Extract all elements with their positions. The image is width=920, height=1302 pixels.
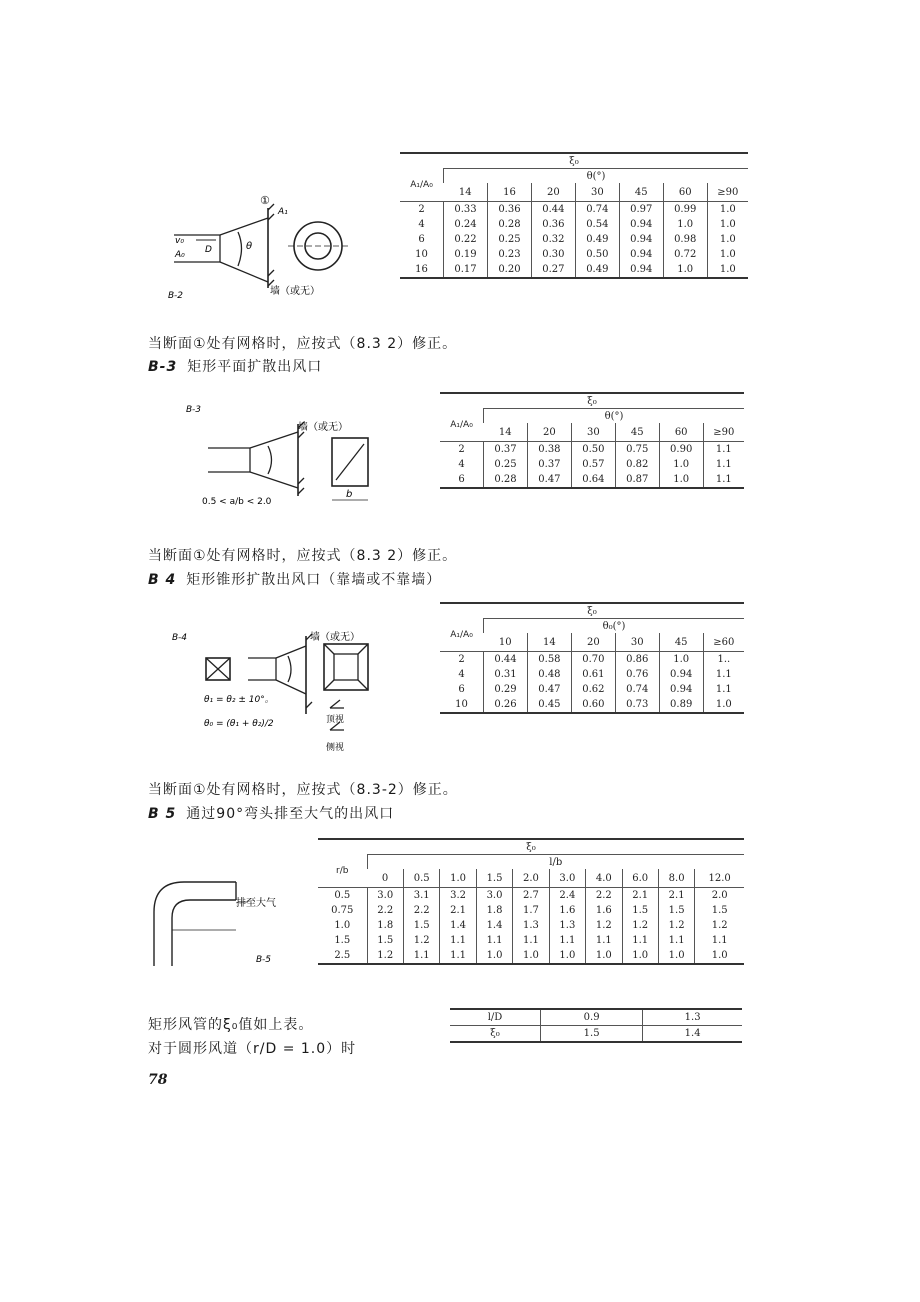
table-cell: 0.5 xyxy=(334,890,351,901)
table-cell: 0.44 xyxy=(484,652,528,668)
table-cell: 0.37 xyxy=(484,442,528,458)
table-row xyxy=(318,948,744,964)
table-col-header: 45 xyxy=(615,423,659,442)
table-cell: 2.2 xyxy=(403,903,439,918)
table-cell: 0.22 xyxy=(444,232,488,247)
table-col-header: 14 xyxy=(527,633,571,652)
b5-lb-group: l/b xyxy=(549,856,563,868)
b4-fig-label: B-4 xyxy=(172,633,187,643)
table-cell: 2.7 xyxy=(513,888,549,904)
table-cell: 1.6 xyxy=(549,903,585,918)
table-col-header: 3.0 xyxy=(549,869,585,888)
b2-a0-label: A₀ xyxy=(175,250,185,260)
table-cell: 1.0 xyxy=(586,948,622,964)
table-cell: 0.62 xyxy=(571,682,615,697)
table-cell xyxy=(318,855,367,888)
b4-zeta: ξ₀ xyxy=(587,605,597,617)
table-cell: 0.54 xyxy=(575,217,619,232)
table-cell: 1.0 xyxy=(658,948,694,964)
table-col-header: 20 xyxy=(527,423,571,442)
table-cell: 6 xyxy=(418,234,425,245)
table-cell: 1.1 xyxy=(703,442,744,458)
table-cell: 0.24 xyxy=(444,217,488,232)
table-cell: 2.1 xyxy=(622,888,658,904)
table-cell: 0.17 xyxy=(444,262,488,278)
b4-heading-text: 矩形锥形扩散出风口（靠墙或不靠墙） xyxy=(186,572,442,588)
b5-round-note: 对于圆形风道（r/D = 1.0）时 xyxy=(148,1041,357,1057)
table-cell: 0.50 xyxy=(575,247,619,262)
b5-heading xyxy=(148,803,394,823)
table-cell: 0.73 xyxy=(615,697,659,713)
b4-side-view: 侧视 xyxy=(326,743,345,753)
table-cell: 1.2 xyxy=(586,918,622,933)
table-cell: 1.5 xyxy=(367,933,403,948)
table-cell: 0.28 xyxy=(487,217,531,232)
table-cell: 0.49 xyxy=(575,262,619,278)
b3-wall-label: 墙（或无） xyxy=(298,422,348,433)
table-cell: 0.28 xyxy=(484,472,528,488)
table-cell: 1.0 xyxy=(663,217,707,232)
table-col-header: 1.5 xyxy=(476,869,512,888)
b4-heading xyxy=(148,569,441,589)
table-cell: 0.30 xyxy=(531,247,575,262)
table-row xyxy=(318,903,744,918)
table-cell: 1.8 xyxy=(476,903,512,918)
table-cell: 0.94 xyxy=(619,217,663,232)
table-cell: 0.89 xyxy=(659,697,703,713)
table-col-header: 60 xyxy=(659,423,703,442)
table-cell: 0.36 xyxy=(531,217,575,232)
table-col-header: 30 xyxy=(571,423,615,442)
b2-wall-label: 墙（或无） xyxy=(270,286,320,297)
table-row xyxy=(318,933,744,948)
table-cell: 0.25 xyxy=(487,232,531,247)
b2-zeta: ξ₀ xyxy=(569,155,579,167)
table-cell: 0.99 xyxy=(663,202,707,218)
table-cell: 2.4 xyxy=(549,888,585,904)
table-cell: 0.87 xyxy=(615,472,659,488)
table-cell: 0.90 xyxy=(659,442,703,458)
table-cell: 0.26 xyxy=(484,697,528,713)
table-col-header: 20 xyxy=(531,183,575,202)
table-cell: 1.5 xyxy=(541,1026,643,1043)
table-cell: 1.0 xyxy=(549,948,585,964)
b5-row-header: r/b xyxy=(336,866,349,877)
table-cell: 0.86 xyxy=(615,652,659,668)
b3-theta-group: θ(°) xyxy=(604,410,624,422)
table-cell: 0.19 xyxy=(444,247,488,262)
table-cell xyxy=(440,393,744,409)
table-row xyxy=(440,667,744,682)
table-cell: 1.0 xyxy=(707,202,748,218)
table-cell: 0.60 xyxy=(571,697,615,713)
table-cell: 1.3 xyxy=(549,918,585,933)
table-cell: 1.0 xyxy=(659,652,703,668)
b4-row-header: A₁/A₀ xyxy=(450,630,473,641)
b4-table xyxy=(440,602,744,714)
table-cell: ξ₀ xyxy=(450,1026,541,1043)
table-cell: 0.37 xyxy=(527,457,571,472)
table-cell: 0.94 xyxy=(659,667,703,682)
table-cell: 0.75 xyxy=(615,442,659,458)
table-cell: 1.0 xyxy=(663,262,707,278)
table-cell: 4 xyxy=(418,219,425,230)
b3-heading-code: B-3 xyxy=(148,359,178,375)
b3-formula: 0.5 < a/b < 2.0 xyxy=(202,497,272,507)
table-cell: 1.0 xyxy=(707,262,748,278)
table-cell: 0.82 xyxy=(615,457,659,472)
table-cell: 2.2 xyxy=(367,903,403,918)
table-cell: 1.0 xyxy=(707,247,748,262)
table-col-header: 8.0 xyxy=(658,869,694,888)
table-cell: 10 xyxy=(440,697,484,713)
table-cell: 1.3 xyxy=(513,918,549,933)
table-cell: l/D xyxy=(450,1009,541,1026)
table-row xyxy=(400,247,748,262)
b4-note: 当断面①处有网格时，应按式（8.3-2）修正。 xyxy=(148,782,458,798)
b5-fig-label: B-5 xyxy=(256,955,271,965)
table-cell: 4 xyxy=(458,459,465,470)
table-col-header: 30 xyxy=(615,633,659,652)
b4-heading-code: B 4 xyxy=(148,572,177,588)
table-col-header: 30 xyxy=(575,183,619,202)
table-cell xyxy=(440,409,484,442)
table-cell: 0.38 xyxy=(527,442,571,458)
table-cell: 1.0 xyxy=(334,920,351,931)
table-cell: 1.2 xyxy=(367,948,403,964)
table-col-header: 16 xyxy=(487,183,531,202)
table-row xyxy=(400,217,748,232)
table-cell: 1.1 xyxy=(703,457,744,472)
b5-small-table xyxy=(450,1008,742,1043)
table-cell: 1.1 xyxy=(476,933,512,948)
table-cell: 1.1 xyxy=(440,933,476,948)
table-cell: 0.23 xyxy=(487,247,531,262)
table-col-header: 14 xyxy=(484,423,528,442)
table-cell: 1.2 xyxy=(658,918,694,933)
table-cell: 0.75 xyxy=(331,905,354,916)
table-cell: 1.1 xyxy=(549,933,585,948)
table-cell: 2.0 xyxy=(695,888,744,904)
table-cell: 1.4 xyxy=(476,918,512,933)
table-cell: 1.0 xyxy=(707,232,748,247)
table-cell: 0.32 xyxy=(531,232,575,247)
b3-zeta: ξ₀ xyxy=(587,395,597,407)
table-cell: 1.1 xyxy=(440,948,476,964)
table-cell: 1.2 xyxy=(403,933,439,948)
table-cell: 10 xyxy=(415,249,428,260)
table-cell: 0.47 xyxy=(527,472,571,488)
table-cell xyxy=(318,839,744,855)
b3-table xyxy=(440,392,744,489)
b5-exhaust-label: 排至大气 xyxy=(236,898,276,909)
table-cell: 1.0 xyxy=(622,948,658,964)
b2-fig-label: B-2 xyxy=(168,291,183,301)
b2-theta-label: θ xyxy=(246,241,253,252)
table-cell: 0.25 xyxy=(484,457,528,472)
table-cell: 1.7 xyxy=(513,903,549,918)
table-row xyxy=(440,457,744,472)
table-cell: 1.5 xyxy=(403,918,439,933)
table-cell: 1.0 xyxy=(659,457,703,472)
table-cell: 0.49 xyxy=(575,232,619,247)
b3-figure xyxy=(180,400,390,510)
table-row xyxy=(400,232,748,247)
b5-table xyxy=(318,838,744,965)
table-row xyxy=(318,918,744,933)
table-cell: 1.1 xyxy=(703,472,744,488)
table-cell: 1.3 xyxy=(643,1009,742,1026)
table-cell: 2.5 xyxy=(318,948,367,964)
table-cell: 1.6 xyxy=(586,903,622,918)
table-row xyxy=(400,202,748,218)
table-row xyxy=(440,442,744,458)
table-col-header: 6.0 xyxy=(622,869,658,888)
table-cell: 0.47 xyxy=(527,682,571,697)
b2-col-headers xyxy=(400,183,748,202)
table-col-header: 45 xyxy=(619,183,663,202)
table-cell: 0.29 xyxy=(484,682,528,697)
table-cell xyxy=(440,603,744,619)
table-cell: 6 xyxy=(458,684,465,695)
table-cell: 1.1 xyxy=(403,948,439,964)
b3-fig-label: B-3 xyxy=(186,405,201,415)
table-cell: 0.72 xyxy=(663,247,707,262)
b2-v-label: v₀ xyxy=(175,236,184,246)
table-row xyxy=(450,1026,742,1043)
table-cell: 1.5 xyxy=(622,903,658,918)
b2-row-header: A₁/A₀ xyxy=(410,180,433,191)
table-cell: 0.20 xyxy=(487,262,531,278)
table-cell: 1.0 xyxy=(476,948,512,964)
table-cell: 1.0 xyxy=(659,472,703,488)
table-cell: 0.45 xyxy=(527,697,571,713)
table-cell: 6 xyxy=(440,472,484,488)
table-cell: 1.2 xyxy=(695,918,744,933)
b5-figure xyxy=(130,868,310,973)
table-cell: 0.50 xyxy=(571,442,615,458)
b4-eq2: θ₀ = (θ₁ + θ₂)/2 xyxy=(204,719,274,729)
table-cell: 1.0 xyxy=(695,948,744,964)
b4-figure xyxy=(168,622,408,762)
table-cell: 4 xyxy=(458,669,465,680)
table-row xyxy=(440,697,744,713)
b4-eq1: θ₁ = θ₂ ± 10°。 xyxy=(204,695,274,705)
table-cell: 0.48 xyxy=(527,667,571,682)
table-cell: 0.61 xyxy=(571,667,615,682)
page-number: 78 xyxy=(148,1072,168,1088)
b3-heading-text: 矩形平面扩散出风口 xyxy=(187,359,323,375)
b4-wall-label: 墙（或无） xyxy=(310,632,360,643)
table-cell: 0.33 xyxy=(444,202,488,218)
table-cell: 2 xyxy=(458,654,465,665)
table-cell: 1.1 xyxy=(703,667,744,682)
table-cell: 1.4 xyxy=(440,918,476,933)
table-cell: 0.74 xyxy=(575,202,619,218)
b2-theta-group: θ(°) xyxy=(586,170,606,182)
table-cell: 1.5 xyxy=(658,903,694,918)
table-cell: 1.5 xyxy=(334,935,351,946)
table-cell: 2.2 xyxy=(586,888,622,904)
table-cell: 0.94 xyxy=(659,682,703,697)
b5-zeta: ξ₀ xyxy=(526,841,536,853)
table-cell: 1.1 xyxy=(513,933,549,948)
table-col-header: 1.0 xyxy=(440,869,476,888)
table-row xyxy=(318,888,744,904)
table-cell: 0.97 xyxy=(619,202,663,218)
table-cell: 16 xyxy=(400,262,444,278)
table-cell: 1.0 xyxy=(703,697,744,713)
table-cell: 0.94 xyxy=(619,247,663,262)
table-cell: 0.57 xyxy=(571,457,615,472)
table-row xyxy=(400,262,748,278)
table-cell: 1.1 xyxy=(703,682,744,697)
table-cell: 0.27 xyxy=(531,262,575,278)
table-cell: 1.1 xyxy=(586,933,622,948)
table-cell: 2.1 xyxy=(440,903,476,918)
table-cell: 3.0 xyxy=(367,888,403,904)
table-col-header: ≥90 xyxy=(707,183,748,202)
table-cell: 2 xyxy=(458,444,465,455)
table-row xyxy=(440,682,744,697)
table-cell xyxy=(400,169,444,202)
b2-note: 当断面①处有网格时，应按式（8.3 2）修正。 xyxy=(148,336,458,352)
b2-table xyxy=(400,152,748,279)
b2-a1-label: A₁ xyxy=(278,207,288,217)
table-cell: 1.1 xyxy=(622,933,658,948)
b5-heading-text: 通过90°弯头排至大气的出风口 xyxy=(186,806,395,822)
table-cell: 0.36 xyxy=(487,202,531,218)
table-cell xyxy=(367,855,744,870)
table-col-header: 0.5 xyxy=(403,869,439,888)
table-col-header: ≥60 xyxy=(703,633,744,652)
b5-heading-code: B 5 xyxy=(148,806,177,822)
table-cell: 0.9 xyxy=(541,1009,643,1026)
table-cell: 2.1 xyxy=(658,888,694,904)
table-cell xyxy=(484,619,744,634)
table-col-header: 10 xyxy=(484,633,528,652)
table-col-header: ≥90 xyxy=(703,423,744,442)
b3-b-label: b xyxy=(346,489,353,500)
table-col-header: 45 xyxy=(659,633,703,652)
b3-row-header: A₁/A₀ xyxy=(450,420,473,431)
table-col-header: 4.0 xyxy=(586,869,622,888)
b4-theta-group: θ₀(°) xyxy=(602,620,626,632)
b5-rect-note: 矩形风管的ξ₀值如上表。 xyxy=(148,1017,314,1033)
table-cell: 1.5 xyxy=(695,903,744,918)
table-cell: 1.8 xyxy=(367,918,403,933)
table-cell xyxy=(400,153,748,169)
table-cell: 1.1 xyxy=(695,933,744,948)
table-cell: 0.98 xyxy=(663,232,707,247)
table-cell: 3.1 xyxy=(403,888,439,904)
table-col-header: 0 xyxy=(367,869,403,888)
b3-heading xyxy=(148,356,322,376)
table-cell: 1.0 xyxy=(707,217,748,232)
table-col-header: 60 xyxy=(663,183,707,202)
table-cell: 1.4 xyxy=(643,1026,742,1043)
table-cell: 1.. xyxy=(703,652,744,668)
table-cell: 0.94 xyxy=(619,232,663,247)
table-cell xyxy=(484,409,744,424)
table-row xyxy=(450,1009,742,1026)
table-cell: 3.0 xyxy=(476,888,512,904)
table-cell: 1.0 xyxy=(513,948,549,964)
table-col-header: 2.0 xyxy=(513,869,549,888)
table-cell: 0.74 xyxy=(615,682,659,697)
b2-figure xyxy=(160,190,400,310)
b4-top-view: 顶视 xyxy=(326,715,345,725)
table-cell: 0.76 xyxy=(615,667,659,682)
b2-section-mark: ① xyxy=(260,194,270,207)
table-cell: 0.94 xyxy=(619,262,663,278)
table-cell: 2 xyxy=(418,204,425,215)
table-cell: 0.31 xyxy=(484,667,528,682)
table-col-header: 20 xyxy=(571,633,615,652)
table-cell: 3.2 xyxy=(440,888,476,904)
table-cell: 0.64 xyxy=(571,472,615,488)
table-col-header: 12.0 xyxy=(695,869,744,888)
b3-note: 当断面①处有网格时，应按式（8.3 2）修正。 xyxy=(148,548,458,564)
table-cell: 1.2 xyxy=(622,918,658,933)
table-cell xyxy=(444,169,748,184)
table-row xyxy=(440,472,744,488)
table-cell: 0.44 xyxy=(531,202,575,218)
table-cell: 0.70 xyxy=(571,652,615,668)
table-cell: 1.1 xyxy=(658,933,694,948)
table-cell xyxy=(440,619,484,652)
table-cell: 0.58 xyxy=(527,652,571,668)
b2-d-label: D xyxy=(205,245,212,255)
table-col-header: 14 xyxy=(444,183,488,202)
table-row xyxy=(440,652,744,668)
